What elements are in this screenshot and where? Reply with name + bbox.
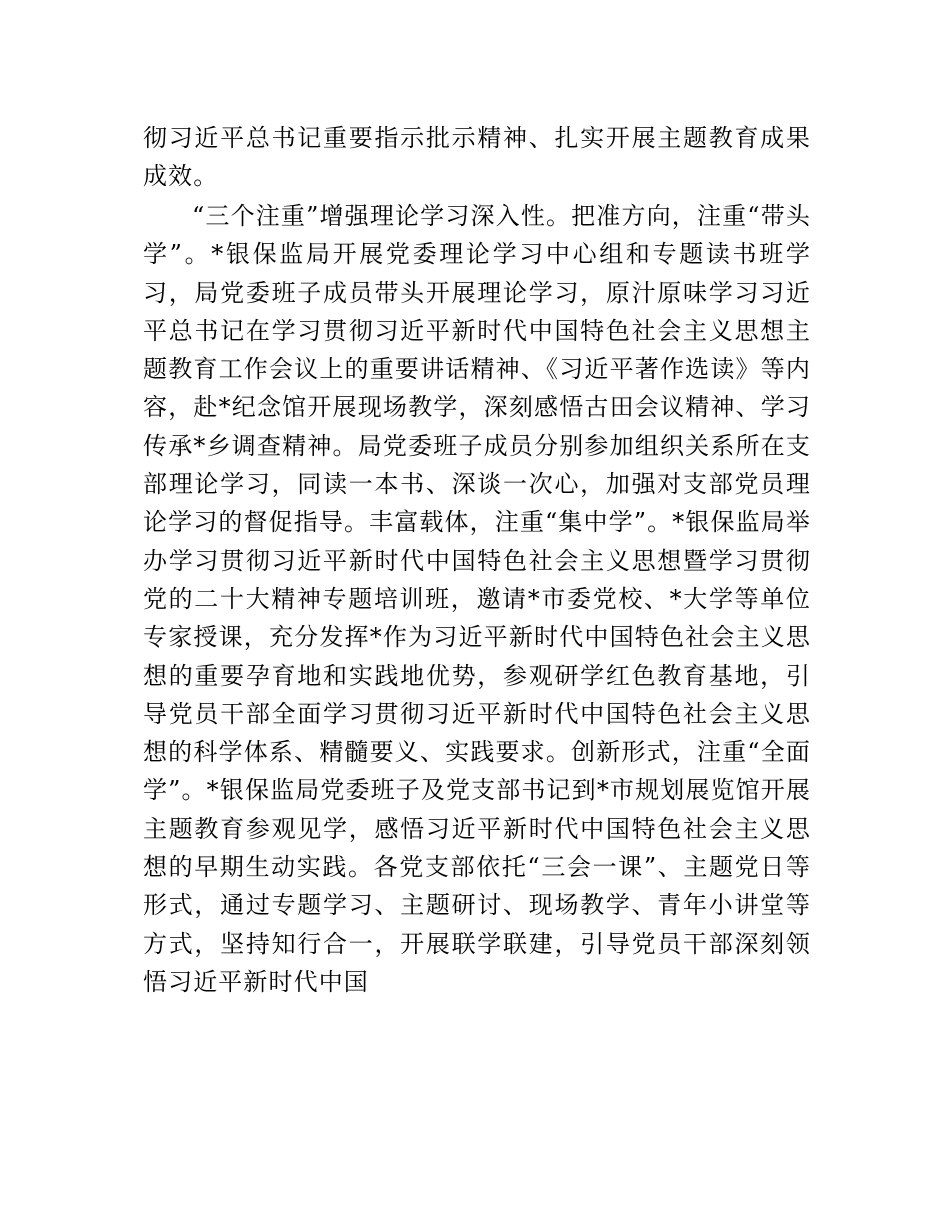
paragraph-theory-study: “三个注重”增强理论学习深入性。把准方向，注重“带头学”。*银保监局开展党委理论学习中心组和专题读书班学习，局党委班子成员带头开展理论学习，原汁原味学习习近平总书记在学习贯彻习近平新时代中国特色社会主义思想主题教育工作会议上的重要讲话精神、《习近平著作选读》等内容，赴*纪念馆开展现场教学，深刻感悟古田会议精神、学习传承*乡调查精神。局党委班子成员分别参加组织关系所在支部理论学习，同读一本书、深谈一次心，加强对支部党员理论学习的督促指导。丰富载体，注重“集中学”。*银保监局举办学习贯彻习近平新时代中国特色社会主义思想暨学习贯彻党的二十大精神专题培训班，邀请*市委党校、*大学等单位专家授课，充分发挥*作为习近平新时代中国特色社会主义思想的重要孕育地和实践地优势，参观研学红色教育基地，引导党员干部全面学习贯彻习近平新时代中国特色社会主义思想的科学体系、精髓要义、实践要求。创新形式，注重“全面学”。*银保监局党委班子及党支部书记到*市规划展览馆开展主题教育参观见学，感悟习近平新时代中国特色社会主义思想的早期生动实践。各党支部依托“三会一课”、主题党日等形式，通过专题学习、主题研讨、现场教学、青年小讲堂等方式，坚持知行合一，开展联学联建，引导党员干部深刻领悟习近平新时代中国	[143, 202, 811, 996]
paragraph-continuation: 彻习近平总书记重要指示批示精神、扎实开展主题教育成果成效。	[143, 124, 811, 191]
